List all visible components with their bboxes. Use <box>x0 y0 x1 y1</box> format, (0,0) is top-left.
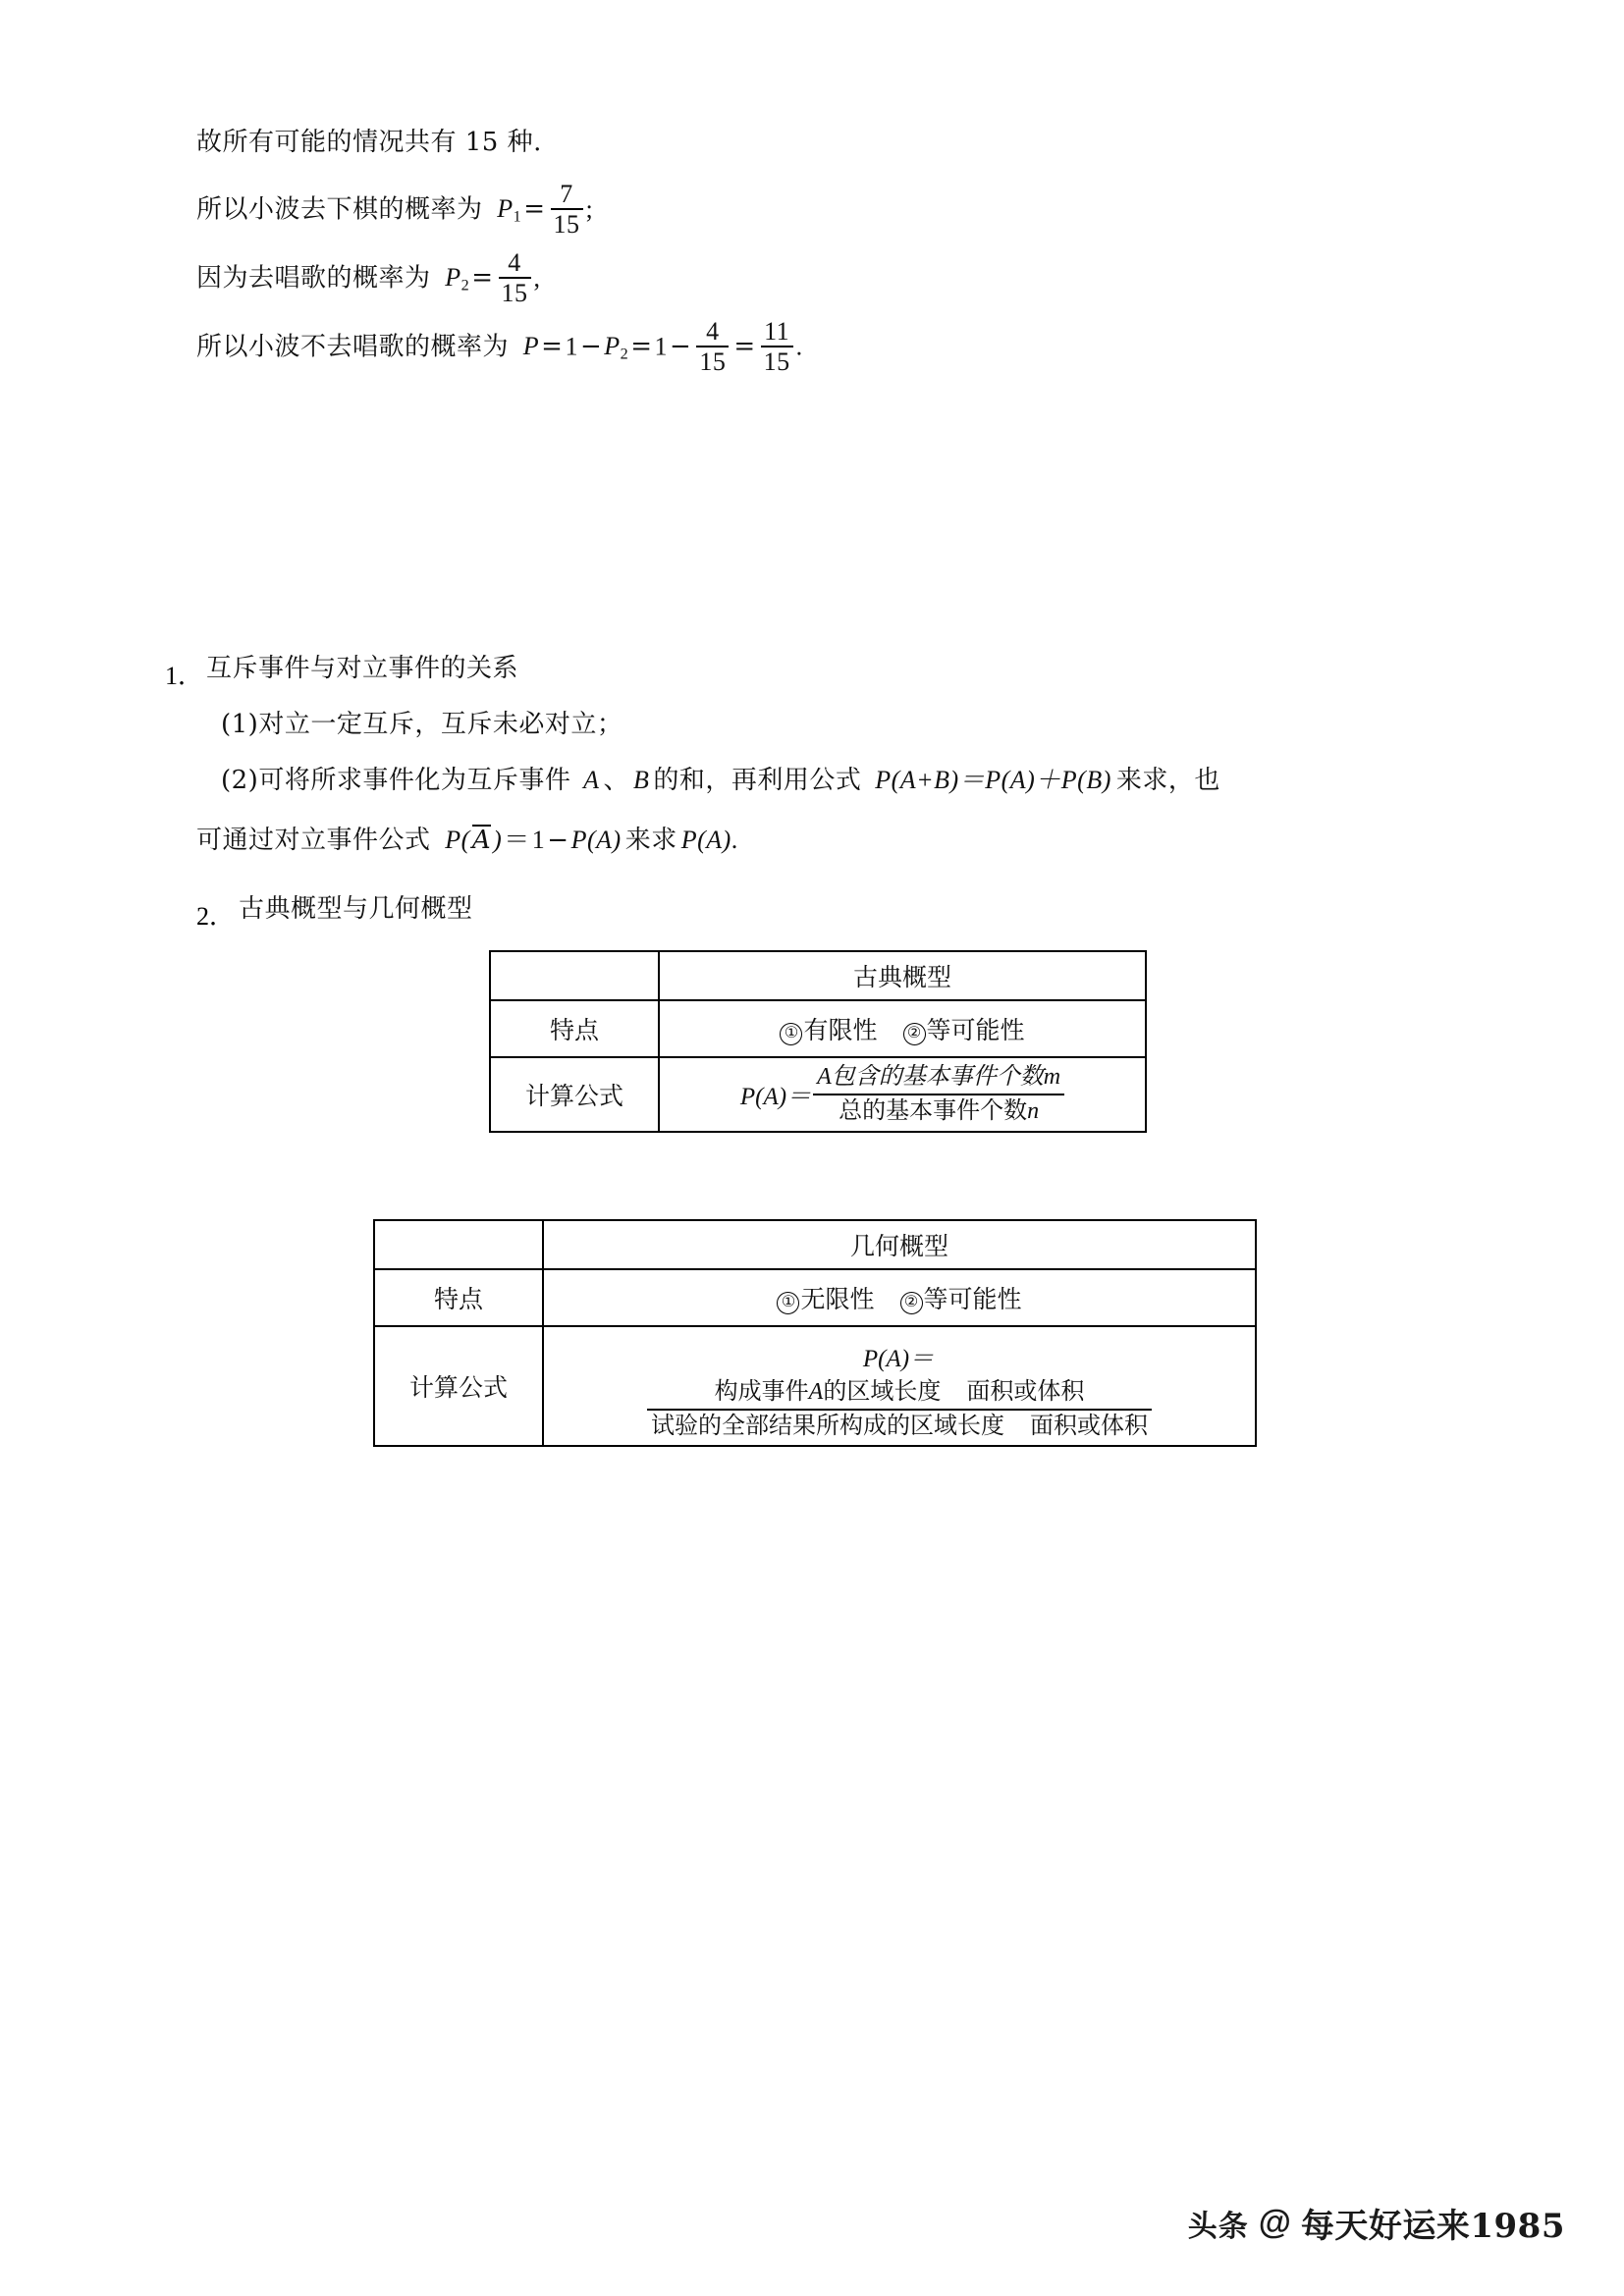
solution-line-4-eq3: = <box>733 332 756 362</box>
solution-line-2-prefix: 所以小波去下棋的概率为 <box>196 194 483 225</box>
watermark-logo: 头条 <box>1187 2209 1249 2244</box>
marker-1-icon: ① <box>780 1023 802 1045</box>
section-1-item-3-pa2: P(A) <box>570 826 622 854</box>
table-row <box>374 1326 1256 1446</box>
section-1-item-2 <box>221 768 1220 793</box>
section-1-item-3-eq: ＝ <box>504 826 530 855</box>
geometric-formula-denominator-a: 试验的全部结果所构成的区域长度 <box>651 1411 1004 1439</box>
geometric-formula-value <box>543 1326 1256 1446</box>
solution-line-3-numerator: 4 <box>499 249 531 279</box>
classical-feature-value <box>659 1000 1146 1057</box>
geometric-formula-fraction <box>544 1378 1255 1439</box>
table-classical-probability <box>489 950 1147 1133</box>
table-row <box>374 1269 1256 1326</box>
classical-feature-1: 有限性 <box>803 1016 878 1044</box>
solution-line-4-numerator-1: 4 <box>696 318 729 347</box>
solution-line-3 <box>196 250 541 308</box>
section-1-item-2-formula: P(A+B)＝P(A)＋P(B) <box>875 766 1111 794</box>
watermark <box>1188 2199 1565 2247</box>
solution-line-2-tail: ; <box>585 194 594 224</box>
solution-line-4-var2-sub: 2 <box>620 346 629 363</box>
classical-formula-denominator-text: 总的基本事件个数 <box>839 1096 1028 1124</box>
solution-line-4-one: 1 <box>565 332 578 361</box>
table-row <box>490 1057 1146 1132</box>
classical-header-value: 古典概型 <box>659 951 1146 1000</box>
geometric-header-value: 几何概型 <box>543 1220 1256 1269</box>
geometric-formula-label: 计算公式 <box>374 1326 543 1446</box>
section-1-item-2-event-a: A <box>583 766 600 794</box>
section-1-item-3 <box>196 825 738 853</box>
geometric-formula-numerator <box>647 1378 1152 1411</box>
solution-line-4-var2: P <box>604 332 621 361</box>
solution-line-3-denominator: 15 <box>501 279 528 308</box>
solution-line-1-text: 故所有可能的情况共有 15 种. <box>196 128 542 157</box>
section-1-item-2-separator: 、 <box>603 766 630 795</box>
table-geometric-probability <box>373 1219 1257 1447</box>
solution-line-2-eq: = <box>523 194 546 225</box>
solution-line-2-var: P <box>497 194 514 224</box>
solution-line-4-prefix: 所以小波不去唱歌的概率为 <box>196 332 510 362</box>
solution-line-2 <box>196 182 593 240</box>
geometric-feature-2: 等可能性 <box>923 1285 1022 1313</box>
geometric-formula-denominator-b: 面积或体积 <box>1030 1411 1148 1439</box>
section-1-item-3-pa3: P(A) <box>680 826 731 854</box>
classical-formula-numerator <box>813 1063 1064 1095</box>
geometric-formula-lead-row <box>544 1333 1255 1378</box>
section-1-item-3-pa-open: P( <box>445 826 470 854</box>
solution-line-3-tail: , <box>533 263 541 293</box>
section-1-item-1: (1)对立一定互斥，互斥未必对立； <box>221 710 623 739</box>
solution-line-3-var: P <box>445 263 461 293</box>
section-2-title: 古典概型与几何概型 <box>239 894 473 924</box>
solution-line-4-denominator-2: 15 <box>763 347 790 377</box>
solution-line-3-eq: = <box>471 263 494 294</box>
watermark-at-symbol: @ <box>1258 2204 1291 2241</box>
watermark-username: 每天好运来1985 <box>1300 2207 1565 2246</box>
section-1-item-3-period: . <box>731 826 738 854</box>
geometric-feature-1: 无限性 <box>800 1285 875 1313</box>
geometric-formula-denominator <box>647 1411 1152 1440</box>
classical-formula-value <box>659 1057 1146 1132</box>
section-1-item-2-event-b: B <box>633 766 650 794</box>
solution-line-2-var-sub: 1 <box>513 208 522 226</box>
section-2-number: 2． <box>196 902 236 931</box>
classical-header-label <box>490 951 659 1000</box>
section-1-item-3-complement-event: A <box>471 826 492 855</box>
geometric-header-label <box>374 1220 543 1269</box>
solution-line-4-minus1: − <box>579 332 603 362</box>
section-1-item-3-text-a: 可通过对立事件公式 <box>196 826 431 855</box>
solution-line-4-tail: . <box>795 332 803 361</box>
solution-line-1 <box>196 130 542 155</box>
classical-formula-lead: P(A)＝ <box>739 1084 812 1110</box>
section-1-item-2-text-a: (2)可将所求事件化为互斥事件 <box>221 766 571 795</box>
solution-line-4-denominator-1: 15 <box>699 347 727 377</box>
section-1-item-2-text-c: 来求，也 <box>1115 766 1220 795</box>
solution-line-4-eq1: = <box>541 332 564 362</box>
geometric-formula-numerator-var: A <box>808 1378 824 1405</box>
section-1-item-3-text-b: 来求 <box>624 826 677 855</box>
table-row <box>490 1000 1146 1057</box>
classical-formula-denominator <box>813 1095 1064 1126</box>
classical-formula-denominator-var: n <box>1027 1098 1040 1124</box>
marker-1-icon: ① <box>777 1292 799 1314</box>
classical-feature-label: 特点 <box>490 1000 659 1057</box>
solution-line-4-numerator-2: 11 <box>761 318 793 347</box>
solution-line-4-minus2: − <box>670 332 692 362</box>
solution-line-4 <box>196 319 803 377</box>
geometric-formula-numerator-c: 面积或体积 <box>966 1376 1085 1405</box>
solution-line-4-eq2: = <box>630 332 653 362</box>
marker-2-icon: ② <box>903 1023 926 1045</box>
solution-line-3-prefix: 因为去唱歌的概率为 <box>196 263 431 294</box>
section-1-item-2-text-b: 的和，再利用公式 <box>653 766 862 795</box>
classical-formula-numerator-text: A包含的基本事件个数 <box>817 1064 1044 1091</box>
solution-line-4-one2: 1 <box>654 332 669 361</box>
geometric-feature-value <box>543 1269 1256 1326</box>
classical-formula-label: 计算公式 <box>490 1057 659 1132</box>
section-1-title: 互斥事件与对立事件的关系 <box>206 654 519 683</box>
table-row <box>490 951 1146 1000</box>
solution-line-2-denominator: 15 <box>553 210 580 240</box>
table-row <box>374 1220 1256 1269</box>
geometric-formula-numerator-a: 构成事件 <box>714 1376 809 1405</box>
solution-line-4-var: P <box>522 332 540 361</box>
marker-2-icon: ② <box>900 1292 923 1314</box>
classical-feature-2: 等可能性 <box>926 1016 1025 1044</box>
section-1-item-3-one: 1 <box>531 826 546 854</box>
solution-line-3-var-sub: 2 <box>460 277 470 294</box>
section-1-item-3-minus: − <box>547 826 569 855</box>
section-1-number: 1． <box>165 662 204 690</box>
solution-line-2-numerator: 7 <box>551 181 583 210</box>
geometric-formula-lead: P(A)＝ <box>862 1345 935 1372</box>
geometric-formula-numerator-b: 的区域长度 <box>823 1376 942 1405</box>
section-1-item-3-pa-close: ) <box>493 826 503 854</box>
geometric-feature-label: 特点 <box>374 1269 543 1326</box>
classical-formula-numerator-var: m <box>1043 1064 1061 1091</box>
